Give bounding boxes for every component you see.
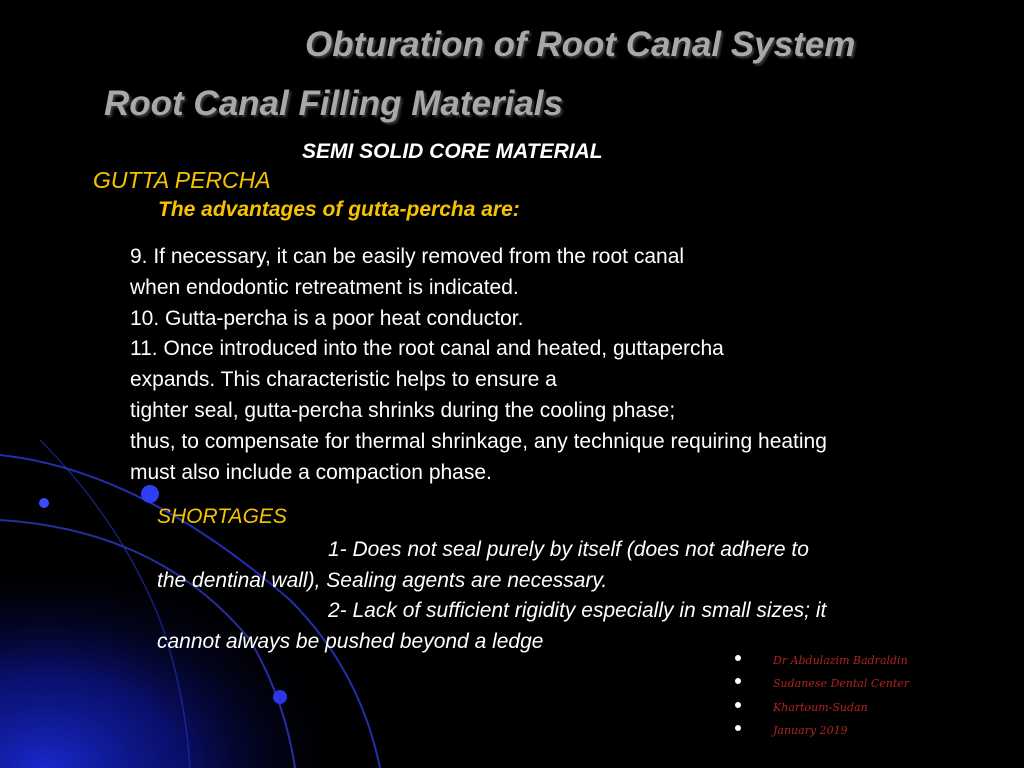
shortage-line: 2- Lack of sufficient rigidity especially in small sizes; it — [328, 599, 827, 622]
credit-item — [735, 698, 909, 721]
shortage-line: the dentinal wall), Sealing agents are necessary. — [157, 568, 608, 592]
body-line: tighter seal, gutta-percha shrinks during the cooling phase; — [130, 398, 676, 422]
body-line: when endodontic retreatment is indicated. — [130, 275, 519, 299]
bullet-icon — [735, 678, 741, 684]
bullet-icon — [735, 702, 741, 708]
credit-date: January 2019 — [773, 723, 848, 737]
shortage-line: 1- Does not seal purely by itself (does not adhere to — [328, 538, 809, 561]
bullet-icon — [735, 655, 741, 661]
credit-item — [735, 721, 909, 744]
body-line: thus, to compensate for thermal shrinkage, any technique requiring heating — [130, 429, 827, 453]
bullet-icon — [735, 725, 741, 731]
slide-subtitle: Root Canal Filling Materials — [104, 84, 563, 123]
body-line: 11. Once introduced into the root canal and heated, guttapercha — [130, 337, 724, 361]
credits-list — [735, 651, 909, 744]
credit-item — [735, 674, 909, 697]
slide-title: Obturation of Root Canal System — [305, 25, 856, 64]
credit-organization: Sudanese Dental Center — [773, 677, 910, 691]
material-heading: GUTTA PERCHA — [93, 167, 271, 193]
section-heading: SEMI SOLID CORE MATERIAL — [302, 140, 603, 163]
body-line: 9. If necessary, it can be easily removed from the root canal — [130, 245, 685, 268]
advantages-text — [130, 242, 827, 488]
body-line: must also include a compaction phase. — [130, 460, 492, 484]
shortages-text — [157, 535, 826, 657]
credit-item — [735, 651, 909, 674]
body-line: 10. Gutta-percha is a poor heat conductor. — [130, 306, 524, 330]
advantages-heading: The advantages of gutta-percha are: — [158, 198, 520, 221]
shortage-line: cannot always be pushed beyond a ledge — [157, 629, 544, 653]
body-line: expands. This characteristic helps to ensure a — [130, 368, 557, 392]
credit-location: Khartoum-Sudan — [773, 700, 868, 714]
credit-author: Dr Abdulazim Badraldin — [773, 654, 908, 667]
shortages-heading: SHORTAGES — [157, 505, 287, 528]
